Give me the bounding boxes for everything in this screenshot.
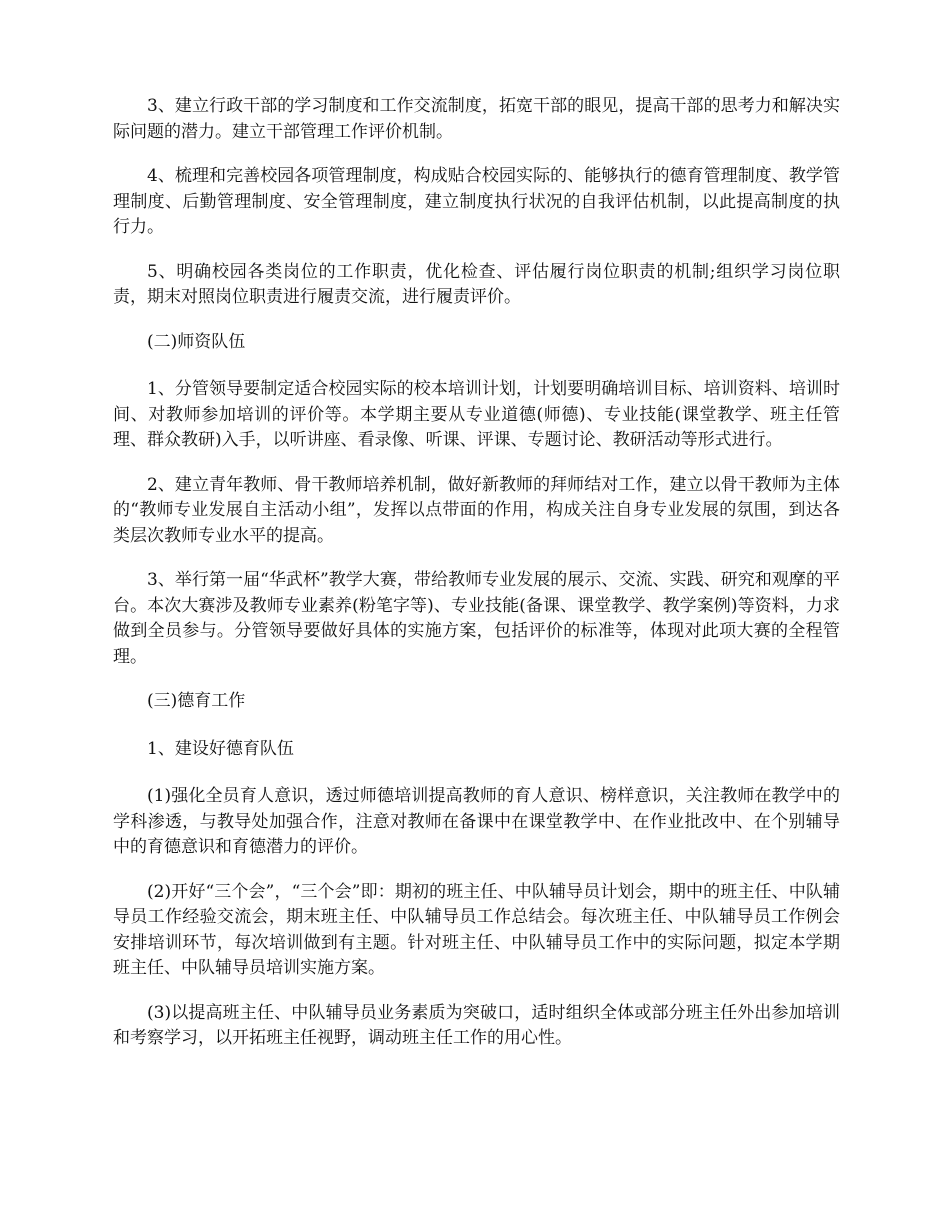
subheading-moral-team: 1、建设好德育队伍 xyxy=(147,738,294,759)
paragraph-item-2-teacher-development: 2、建立青年教师、骨干教师培养机制，做好新教师的拜师结对工作，建立以骨干教师为主体的“教师专业发展自主活动小组”，发挥以点带面的作用，构成关注自身专业发展的氛围，到达各类层次教师专业水平的提高。 xyxy=(113,474,840,546)
paragraph-subitem-2-three-meetings: (2)开好“三个会”，“三个会”即：期初的班主任、中队辅导员计划会，期中的班主任、中队辅导员工作经验交流会，期末班主任、中队辅导员工作总结会。每次班主任、中队辅导员工作例会安排培训环节，每次培训做到有主题。针对班主任、中队辅导员工作中的实际问题，拟定本学期班主任、中队辅导员培训实施方案。 xyxy=(113,881,840,978)
paragraph-item-3-admin-study: 3、建立行政干部的学习制度和工作交流制度，拓宽干部的眼见，提高干部的思考力和解决实际问题的潜力。建立干部管理工作评价机制。 xyxy=(113,96,840,142)
paragraph-subitem-3-quality: (3)以提高班主任、中队辅导员业务素质为突破口，适时组织全体或部分班主任外出参加培训和考察学习，以开拓班主任视野，调动班主任工作的用心性。 xyxy=(113,1002,840,1048)
paragraph-item-3-teaching-contest: 3、举行第一届“华武杯”教学大赛，带给教师专业发展的展示、交流、实践、研究和观摩的平台。本次大赛涉及教师专业素养(粉笔字等)、专业技能(备课、课堂教学、教学案例)等资料，力求做到全员参与。分管领导要做好具体的实施方案，包括评价的标准等，体现对此项大赛的全程管理。 xyxy=(113,570,840,667)
section-heading-teaching-staff: (二)师资队伍 xyxy=(147,331,246,352)
paragraph-item-5-job-duties: 5、明确校园各类岗位的工作职责，优化检查、评估履行岗位职责的机制;组织学习岗位职责，期末对照岗位职责进行履责交流，进行履责评价。 xyxy=(113,261,840,307)
paragraph-item-4-management-system: 4、梳理和完善校园各项管理制度，构成贴合校园实际的、能够执行的德育管理制度、教学管理制度、后勤管理制度、安全管理制度，建立制度执行状况的自我评估机制，以此提高制度的执行力。 xyxy=(113,166,840,237)
paragraph-item-1-training-plan: 1、分管领导要制定适合校园实际的校本培训计划，计划要明确培训目标、培训资料、培训时间、对教师参加培训的评价等。本学期主要从专业道德(师德)、专业技能(课堂教学、班主任管理、群众教研)入手，以听讲座、看录像、听课、评课、专题讨论、教研活动等形式进行。 xyxy=(113,379,840,450)
paragraph-subitem-1-awareness: (1)强化全员育人意识，透过师德培训提高教师的育人意识、榜样意识，关注教师在教学中的学科渗透，与教导处加强合作，注意对教师在备课中在课堂教学中、在作业批改中、在个别辅导中的育德意识和育德潜力的评价。 xyxy=(113,786,840,857)
section-heading-moral-education: (三)德育工作 xyxy=(147,691,246,711)
document-body xyxy=(113,94,840,1071)
